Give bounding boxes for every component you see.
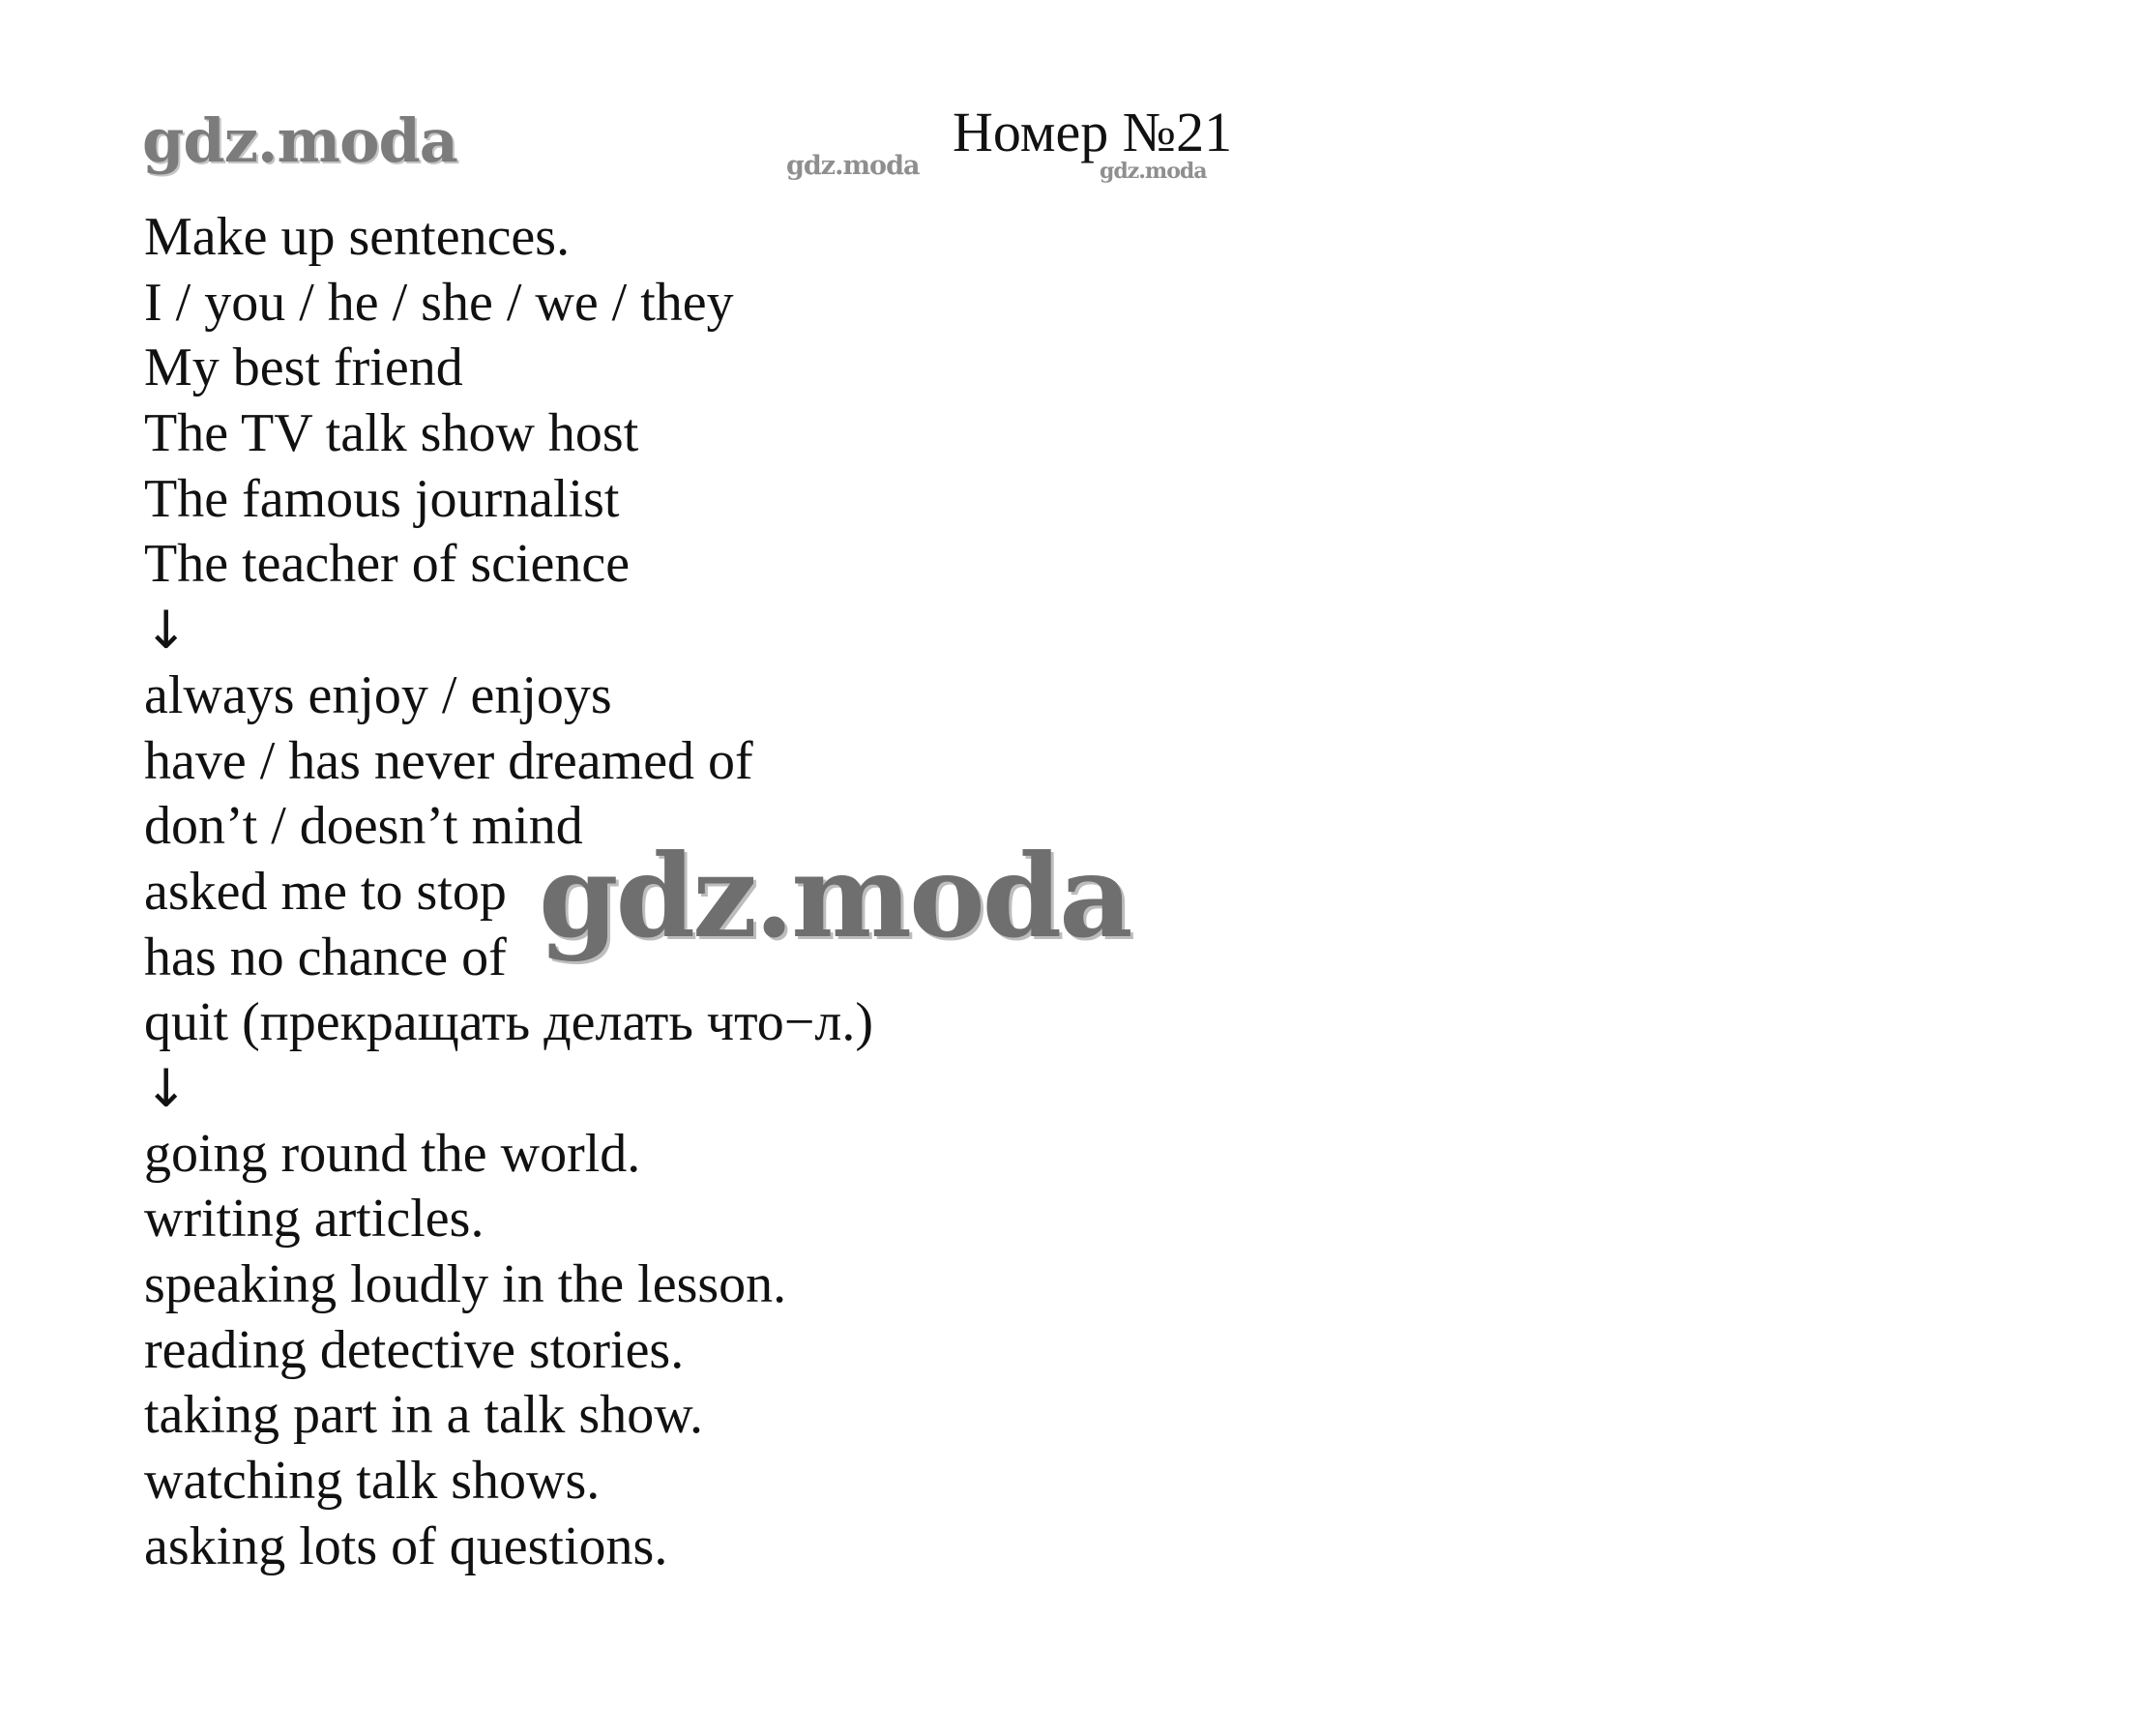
subject-line: The TV talk show host bbox=[144, 403, 639, 464]
subject-line: I / you / he / she / we / they bbox=[144, 272, 734, 333]
verb-line: quit (прекращать делать что−л.) bbox=[144, 992, 873, 1053]
verb-line: asked me to stop bbox=[144, 861, 507, 922]
ending-line: speaking loudly in the lesson. bbox=[144, 1254, 787, 1314]
ending-line: reading detective stories. bbox=[144, 1319, 685, 1380]
task-instruction: Make up sentences. bbox=[144, 207, 571, 267]
watermark-logo: gdz.moda bbox=[142, 105, 457, 176]
ending-line: writing articles. bbox=[144, 1189, 484, 1250]
watermark-logo-large: gdz.moda bbox=[539, 829, 1130, 963]
down-arrow-icon: ↓ bbox=[144, 1057, 189, 1119]
watermark-logo-small: gdz.moda bbox=[1100, 159, 1207, 184]
watermark-logo-small: gdz.moda bbox=[786, 151, 920, 181]
page-heading: Номер №21 bbox=[953, 101, 1233, 163]
subject-line: My best friend bbox=[144, 338, 463, 398]
verb-line: don’t / doesn’t mind bbox=[144, 796, 583, 857]
subject-line: The teacher of science bbox=[144, 534, 631, 595]
ending-line: going round the world. bbox=[144, 1123, 641, 1184]
ending-line: watching talk shows. bbox=[144, 1451, 601, 1512]
verb-line: always enjoy / enjoys bbox=[144, 664, 612, 725]
subject-line: The famous journalist bbox=[144, 468, 620, 529]
down-arrow-icon: ↓ bbox=[144, 600, 189, 662]
ending-line: taking part in a talk show. bbox=[144, 1385, 704, 1446]
verb-line: have / has never dreamed of bbox=[144, 730, 753, 791]
verb-line: has no chance of bbox=[144, 927, 507, 987]
ending-line: asking lots of questions. bbox=[144, 1515, 668, 1576]
